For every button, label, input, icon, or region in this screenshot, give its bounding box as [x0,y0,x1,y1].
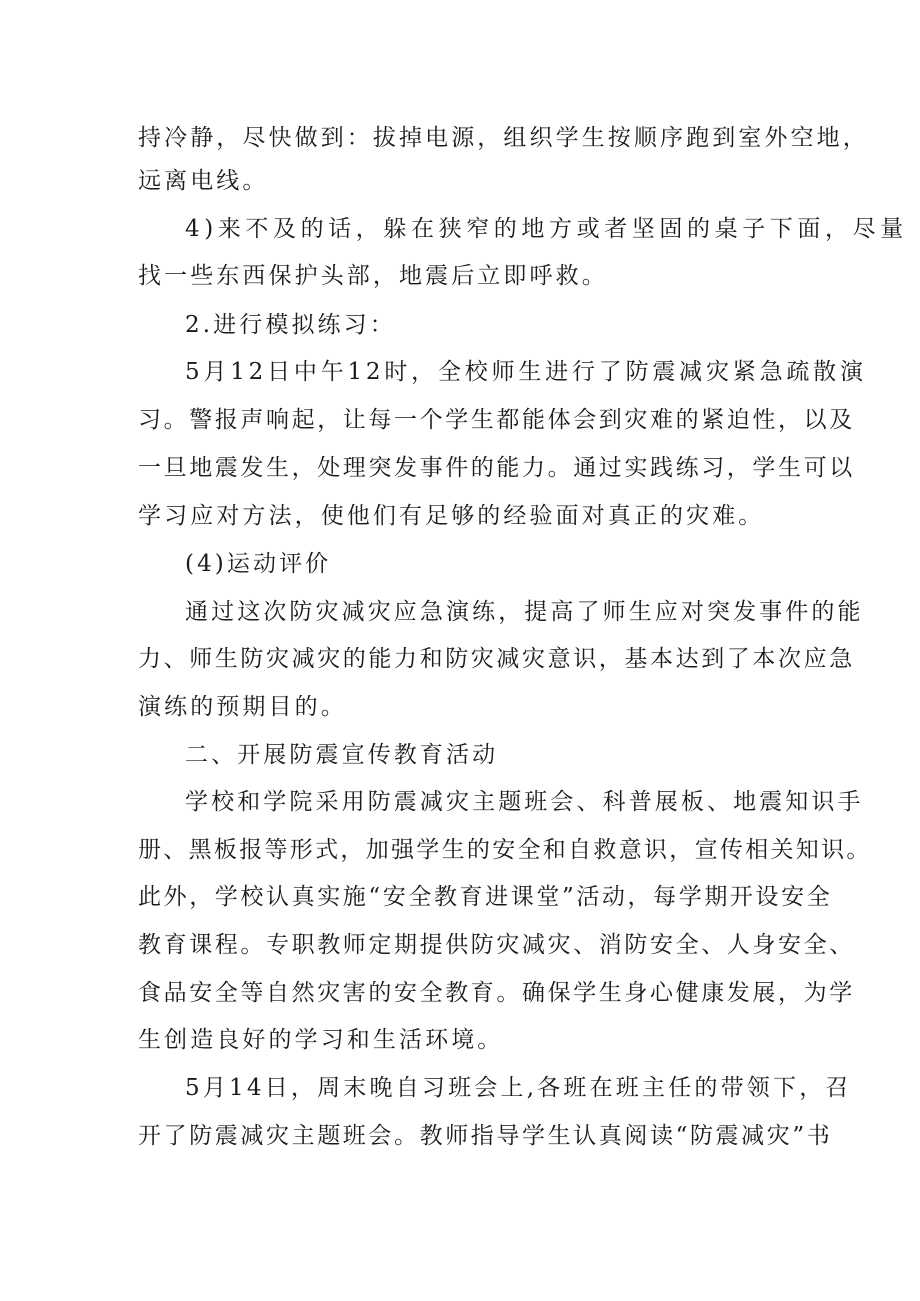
section-heading: 二、开展防震宣传教育活动 [185,742,499,768]
paragraph-line: 生创造良好的学习和生活环境。 [138,1027,504,1053]
paragraph-line: 演练的预期目的。 [138,694,347,720]
paragraph-line: 远离电线。 [138,168,269,194]
paragraph-line: 一旦地震发生，处理突发事件的能力。通过实践练习，学生可以 [138,455,855,481]
paragraph-line: 此外，学校认真实施“安全教育进课堂”活动，每学期开设安全 [138,884,833,910]
paragraph-line: 5月12日中午12时，全校师生进行了防震减灾紧急疏散演 [185,359,867,385]
paragraph-line: 开了防震减灾主题班会。教师指导学生认真阅读“防震减灾”书 [138,1123,833,1149]
paragraph-line: 教育课程。专职教师定期提供防灾减灾、消防安全、人身安全、 [138,932,855,958]
paragraph-line: 学校和学院采用防震减灾主题班会、科普展板、地震知识手 [185,789,864,815]
paragraph-line: 力、师生防灾减灾的能力和防灾减灾意识，基本达到了本次应急 [138,646,855,672]
paragraph-line: 册、黑板报等形式，加强学生的安全和自救意识，宣传相关知识。 [138,837,872,863]
paragraph-line: 通过这次防灾减灾应急演练，提高了师生应对突发事件的能 [185,599,864,625]
paragraph-line: 食品安全等自然灾害的安全教育。确保学生身心健康发展，为学 [138,980,855,1006]
paragraph-line: 习。警报声响起，让每一个学生都能体会到灾难的紧迫性，以及 [138,407,855,433]
section-heading: 2.进行模拟练习： [185,312,396,338]
section-heading: (4)运动评价 [185,551,332,577]
paragraph-line: 4)来不及的话，躲在狭窄的地方或者坚固的桌子下面，尽量 [185,216,908,242]
paragraph-line: 持冷静，尽快做到：拔掉电源，组织学生按顺序跑到室外空地， [138,125,869,151]
paragraph-line: 找一些东西保护头部，地震后立即呼救。 [138,263,608,289]
paragraph-line: 5月14日，周末晚自习班会上,各班在班主任的带领下，召 [185,1075,852,1101]
paragraph-line: 学习应对方法，使他们有足够的经验面对真正的灾难。 [138,503,765,529]
